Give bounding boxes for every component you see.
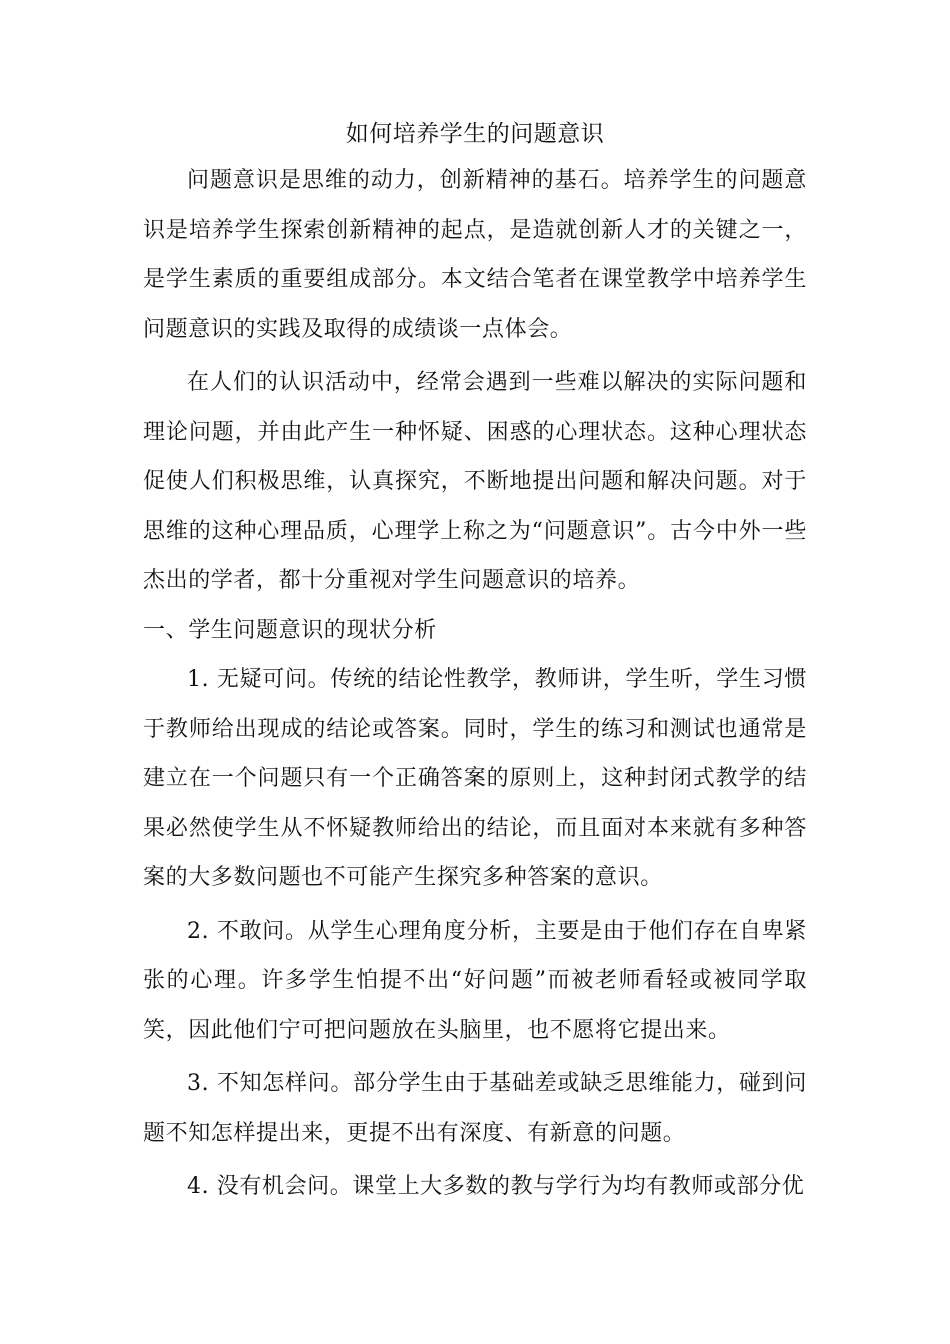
document-body	[143, 112, 807, 1212]
point-paragraph-3: 3. 不知怎样问。部分学生由于基础差或缺乏思维能力，碰到问题不知怎样提出来，更提不出有深度、有新意的问题。	[143, 1071, 807, 1146]
document-title: 如何培养学生的问题意识	[345, 121, 605, 147]
intro-paragraph-2: 在人们的认识活动中，经常会遇到一些难以解决的实际问题和理论问题，并由此产生一种怀疑、困惑的心理状态。这种心理状态促使人们积极思维，认真探究，不断地提出问题和解决问题。对于思维的这种心理品质，心理学上称之为“问题意识”。古今中外一些杰出的学者，都十分重视对学生问题意识的培养。	[143, 370, 807, 593]
section-heading: 一、学生问题意识的现状分析	[143, 617, 437, 643]
point-paragraph-1: 1. 无疑可问。传统的结论性教学，教师讲，学生听，学生习惯于教师给出现成的结论或答案。同时，学生的练习和测试也通常是建立在一个问题只有一个正确答案的原则上，这种封闭式教学的结果必然使学生从不怀疑教师给出的结论，而且面对本来就有多种答案的大多数问题也不可能产生探究多种答案的意识。	[143, 667, 807, 890]
point-paragraph-2: 2. 不敢问。从学生心理角度分析，主要是由于他们存在自卑紧张的心理。许多学生怕提不出“好问题”而被老师看轻或被同学取笑，因此他们宁可把问题放在头脑里，也不愿将它提出来。	[143, 918, 807, 1043]
point-paragraph-4: 4. 没有机会问。课堂上大多数的教与学行为均有教师或部分优	[187, 1174, 805, 1199]
intro-paragraph-1: 问题意识是思维的动力，创新精神的基石。培养学生的问题意识是培养学生探索创新精神的起点，是造就创新人才的关键之一，是学生素质的重要组成部分。本文结合笔者在课堂教学中培养学生问题意识的实践及取得的成绩谈一点体会。	[143, 168, 807, 342]
